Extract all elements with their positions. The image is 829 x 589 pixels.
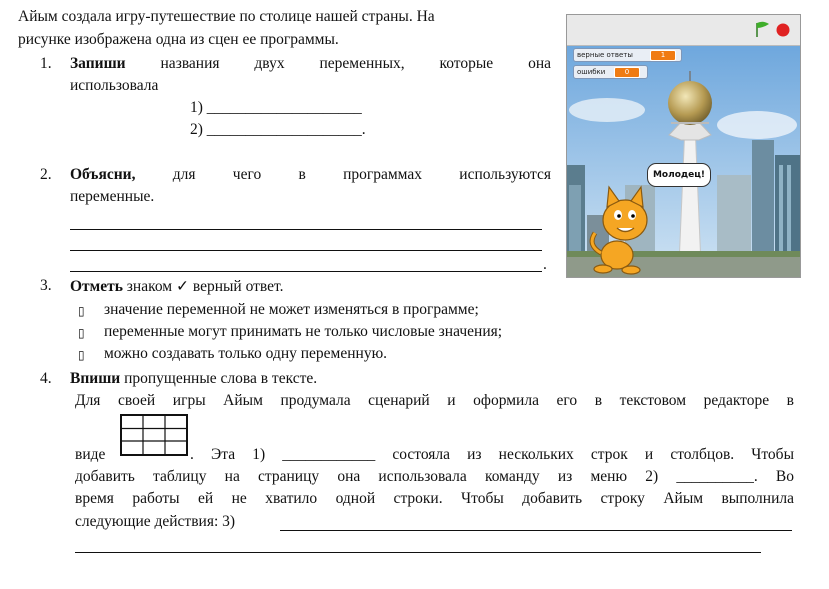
q4-bold: Впиши [70,370,121,387]
variable-errors-value: 0 [614,67,640,78]
q2-final-dot: . [543,256,547,273]
q3-option-2: переменные могут принимать не только числовые значения; [104,323,503,340]
q4-text [70,370,317,388]
q3-option-1: значение переменной не может изменяться в программе; [104,301,479,318]
q3-rest: знаком ✓ верный ответ. [126,278,284,295]
q1-rest: названия двух переменных, которые она [160,55,551,72]
q1-bold: Запиши [70,55,126,72]
q2-number: 2. [40,166,52,183]
q2-line-2: переменные. [70,188,155,205]
intro-line-2: рисунке изображена одна из сцен ее программы. [18,31,339,48]
variable-correct-value: 1 [650,50,676,61]
q4-line-3[interactable]: добавить таблицу на страницу она использовала команду из меню 2) __________. Во [75,468,794,485]
q4-line-2a: виде [75,446,106,463]
q4-line-1: Для своей игры Айым продумала сценарий и оформила его в текстовом редакторе в [75,392,794,409]
variable-errors-label: ошибки [577,68,606,76]
q3-bold: Отметь [70,278,123,295]
q1-answer-blank-2[interactable]: 2) ____________________. [190,121,366,138]
q3-number: 3. [40,277,52,294]
q2-rest: для чего в программах используются [172,166,552,183]
q3-checkbox-2[interactable]: ▯ [78,326,85,340]
variable-correct-label: верные ответы [577,51,633,59]
speech-bubble: Молодец! [647,163,711,187]
scratch-stage-image [566,14,801,278]
q3-option-3: можно создавать только одну переменную. [104,345,388,362]
q1-text [70,55,551,73]
table-icon [120,414,188,456]
green-flag-icon [757,22,769,37]
q4-number: 4. [40,370,52,387]
q4-answer-line-1[interactable] [280,530,792,531]
q2-text [70,166,551,184]
stop-icon [777,24,790,37]
q3-checkbox-3[interactable]: ▯ [78,348,85,362]
q2-answer-line-1[interactable] [70,229,542,230]
q1-number: 1. [40,55,52,72]
stage-toolbar [567,15,800,46]
q4-rest: пропущенные слова в тексте. [124,370,318,387]
q3-checkbox-1[interactable]: ▯ [78,304,85,318]
q4-answer-line-2[interactable] [75,552,761,553]
q3-text [70,277,284,296]
variable-errors [573,65,648,79]
q2-answer-line-2[interactable] [70,250,542,251]
q4-line-5: следующие действия: 3) [75,513,236,530]
q4-line-2b[interactable]: . Эта 1) ____________ состояла из нескольких строк и столбцов. Чтобы [190,446,794,463]
q4-line-4: время работы ей не хватило одной строки. Чтобы добавить строку Айым выполнила [75,490,794,507]
q1-answer-blank-1[interactable]: 1) ____________________ [190,99,362,116]
q2-answer-line-3[interactable] [70,271,542,272]
q1-line-2: использовала [70,77,159,94]
variable-correct-answers [573,48,682,62]
q2-bold: Объясни, [70,166,136,183]
intro-line-1: Айым создала игру-путешествие по столице нашей страны. На [18,8,435,25]
